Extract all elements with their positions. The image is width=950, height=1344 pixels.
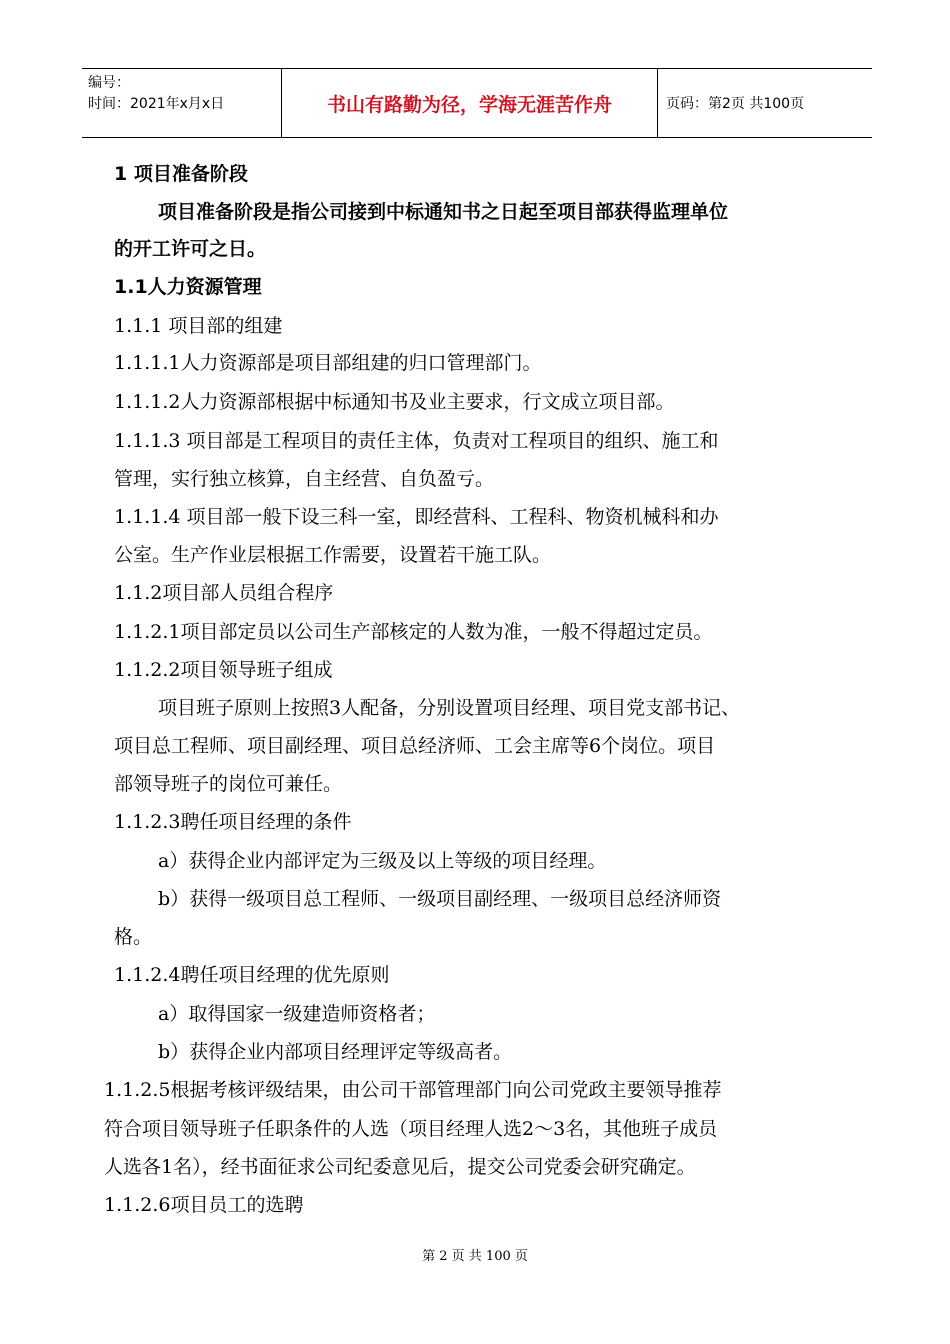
clause-heading: 1.1.2.2项目领导班子组成 (114, 659, 333, 681)
paragraph-line: 部领导班子的岗位可兼任。 (114, 773, 343, 795)
clause-line: 管理，实行独立核算，自主经营、自负盈亏。 (114, 468, 495, 490)
list-item: b）获得企业内部项目经理评定等级高者。 (158, 1041, 513, 1063)
clause-heading: 1.1.2.4聘任项目经理的优先原则 (114, 964, 390, 986)
paragraph-line: 项目班子原则上按照3人配备，分别设置项目经理、项目党支部书记、 (158, 697, 741, 719)
clause-heading: 1.1.1 项目部的组建 (114, 315, 283, 337)
page-header (82, 68, 872, 138)
header-motto: 书山有路勤为径，学海无涯苦作舟 (282, 69, 658, 137)
intro-paragraph-line: 项目准备阶段是指公司接到中标通知书之日起至项目部获得监理单位 (158, 201, 729, 223)
clause-line: 1.1.1.1人力资源部是项目部组建的归口管理部门。 (114, 352, 542, 374)
header-page-info: 页码：第2页 共100页 (666, 96, 805, 112)
section-heading: 1 项目准备阶段 (114, 163, 248, 185)
clause-line: 1.1.2.1项目部定员以公司生产部核定的人数为准，一般不得超过定员。 (114, 621, 713, 643)
document-number-label: 编号： (88, 75, 130, 91)
list-item: a）获得企业内部评定为三级及以上等级的项目经理。 (158, 850, 607, 872)
header-meta (82, 69, 282, 137)
document-date-label: 时间：2021年x月x日 (88, 96, 225, 112)
clause-line: 人选各1名），经书面征求公司纪委意见后，提交公司党委会研究确定。 (104, 1156, 696, 1178)
clause-line: 公室。生产作业层根据工作需要，设置若干施工队。 (114, 544, 552, 566)
list-item-continuation: 格。 (114, 926, 153, 948)
clause-line: 1.1.1.2人力资源部根据中标通知书及业主要求，行文成立项目部。 (114, 391, 675, 413)
clause-heading: 1.1.2.3聘任项目经理的条件 (114, 811, 352, 833)
paragraph-line: 项目总工程师、项目副经理、项目总经济师、工会主席等6个岗位。项目 (114, 735, 716, 757)
clause-line: 1.1.1.4 项目部一般下设三科一室，即经营科、工程科、物资机械科和办 (114, 506, 719, 528)
clause-line: 1.1.1.3 项目部是工程项目的责任主体，负责对工程项目的组织、施工和 (114, 430, 719, 452)
intro-paragraph-line: 的开工许可之日。 (114, 238, 267, 260)
clause-heading: 1.1.2项目部人员组合程序 (114, 582, 334, 604)
subsection-heading: 1.1人力资源管理 (114, 276, 262, 298)
clause-line: 符合项目领导班子任职条件的人选（项目经理人选2～3名，其他班子成员 (104, 1118, 718, 1140)
page-footer: 第 2 页 共 100 页 (422, 1249, 528, 1264)
clause-heading: 1.1.2.6项目员工的选聘 (104, 1194, 304, 1216)
clause-line: 1.1.2.5根据考核评级结果，由公司干部管理部门向公司党政主要领导推荐 (104, 1079, 722, 1101)
list-item: b）获得一级项目总工程师、一级项目副经理、一级项目总经济师资 (158, 888, 722, 910)
list-item: a）取得国家一级建造师资格者； (158, 1003, 436, 1025)
